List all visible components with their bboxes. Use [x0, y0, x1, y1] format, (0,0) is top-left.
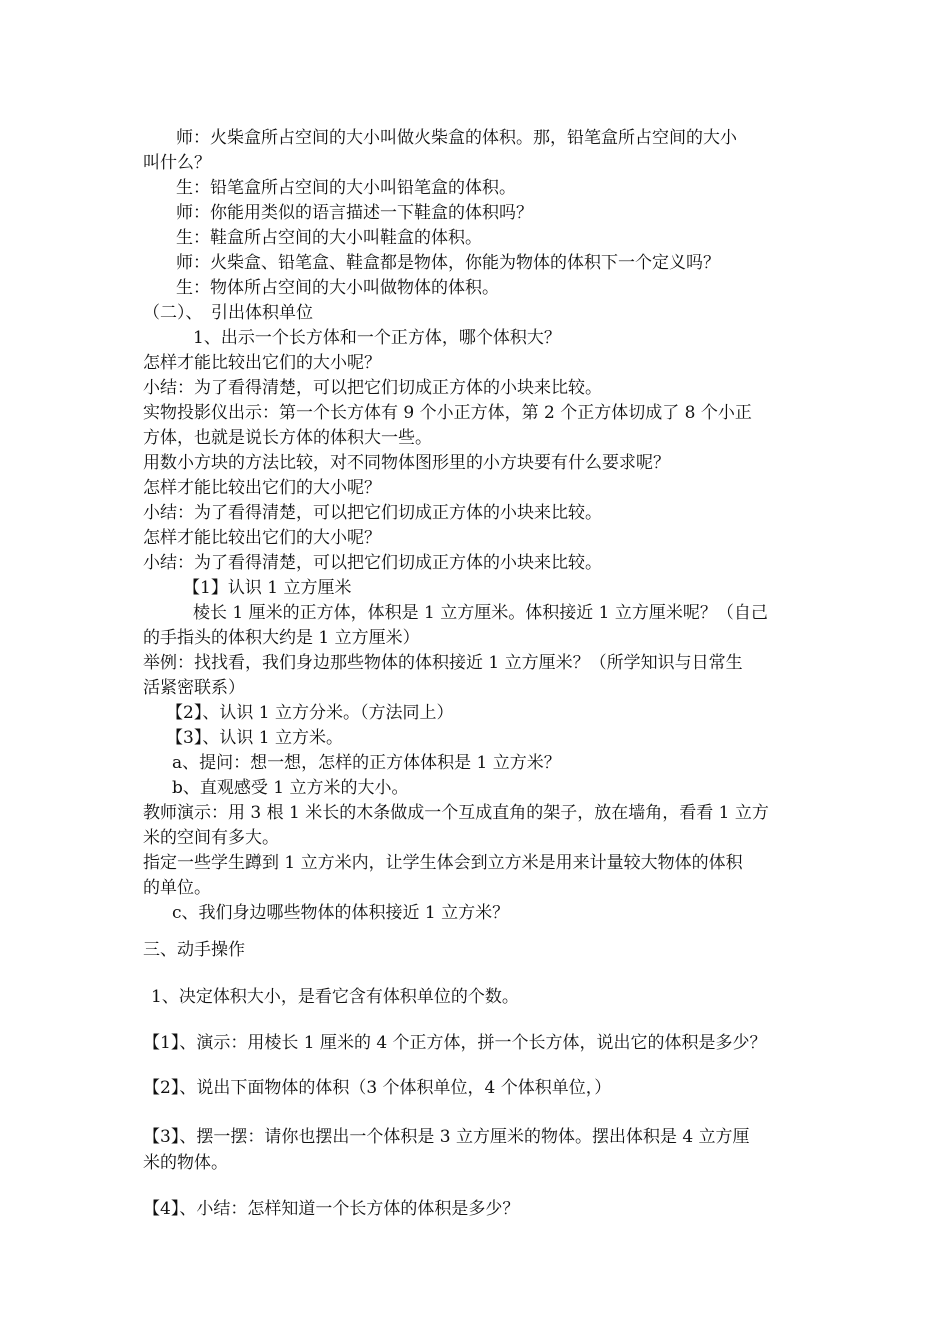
section-heading: （二）、 引出体积单位 [143, 303, 313, 323]
section-heading: 三、动手操作 [143, 940, 245, 960]
text-line: 生：物体所占空间的大小叫做物体的体积。 [176, 278, 499, 298]
text-line: 师：火柴盒所占空间的大小叫做火柴盒的体积。那，铅笔盒所占空间的大小 [176, 128, 737, 148]
subsection-heading: 【1】认识 1 立方厘米 [183, 578, 352, 598]
text-line: 棱长 1 厘米的正方体，体积是 1 立方厘米。体积接近 1 立方厘米呢？（自己 [193, 603, 768, 623]
text-line: 小结：为了看得清楚，可以把它们切成正方体的小块来比较。 [143, 378, 602, 398]
subsection-heading: 【3】、认识 1 立方米。 [166, 728, 343, 748]
text-line: 用数小方块的方法比较，对不同物体图形里的小方块要有什么要求呢？ [143, 453, 670, 473]
text-line: 生：铅笔盒所占空间的大小叫铅笔盒的体积。 [176, 178, 516, 198]
text-line: a、提问：想一想，怎样的正方体体积是 1 立方米？ [172, 753, 561, 773]
text-line: 活紧密联系） [143, 678, 245, 698]
text-line: 米的空间有多大。 [143, 828, 279, 848]
text-line: 1、决定体积大小，是看它含有体积单位的个数。 [151, 987, 519, 1007]
text-line: 【2】、说出下面物体的体积（3 个体积单位，4 个体积单位，） [143, 1078, 612, 1098]
text-line: 师：火柴盒、铅笔盒、鞋盒都是物体，你能为物体的体积下一个定义吗？ [176, 253, 720, 273]
text-line: 1、出示一个长方体和一个正方体，哪个体积大？ [193, 328, 561, 348]
text-line: 米的物体。 [143, 1153, 228, 1173]
text-line: 【1】、演示：用棱长 1 厘米的 4 个正方体，拼一个长方体，说出它的体积是多少？ [143, 1033, 767, 1053]
text-line: 怎样才能比较出它们的大小呢？ [143, 528, 381, 548]
text-line: 的手指头的体积大约是 1 立方厘米） [143, 628, 420, 648]
text-line: 小结：为了看得清楚，可以把它们切成正方体的小块来比较。 [143, 503, 602, 523]
text-line: 【3】、摆一摆：请你也摆出一个体积是 3 立方厘米的物体。摆出体积是 4 立方厘 [143, 1127, 750, 1147]
text-line: 举例：找找看，我们身边那些物体的体积接近 1 立方厘米？（所学知识与日常生 [143, 653, 743, 673]
subsection-heading: 【2】、认识 1 立方分米。（方法同上） [166, 703, 454, 723]
text-line: 教师演示：用 3 根 1 米长的木条做成一个互成直角的架子，放在墙角，看看 1 立方 [143, 803, 769, 823]
text-line: 【4】、小结：怎样知道一个长方体的体积是多少？ [143, 1199, 520, 1219]
text-line: 小结：为了看得清楚，可以把它们切成正方体的小块来比较。 [143, 553, 602, 573]
text-line: 生：鞋盒所占空间的大小叫鞋盒的体积。 [176, 228, 482, 248]
text-line: c、我们身边哪些物体的体积接近 1 立方米？ [172, 903, 510, 923]
text-line: 的单位。 [143, 878, 211, 898]
text-line: 师：你能用类似的语言描述一下鞋盒的体积吗？ [176, 203, 533, 223]
text-line: 方体，也就是说长方体的体积大一些。 [143, 428, 432, 448]
text-line: 实物投影仪出示：第一个长方体有 9 个小正方体，第 2 个正方体切成了 8 个小正 [143, 403, 752, 423]
text-line: 怎样才能比较出它们的大小呢？ [143, 353, 381, 373]
text-line: 怎样才能比较出它们的大小呢？ [143, 478, 381, 498]
text-line: 叫什么？ [143, 153, 211, 173]
text-line: b、直观感受 1 立方米的大小。 [172, 778, 409, 798]
text-line: 指定一些学生蹲到 1 立方米内，让学生体会到立方米是用来计量较大物体的体积 [143, 853, 743, 873]
